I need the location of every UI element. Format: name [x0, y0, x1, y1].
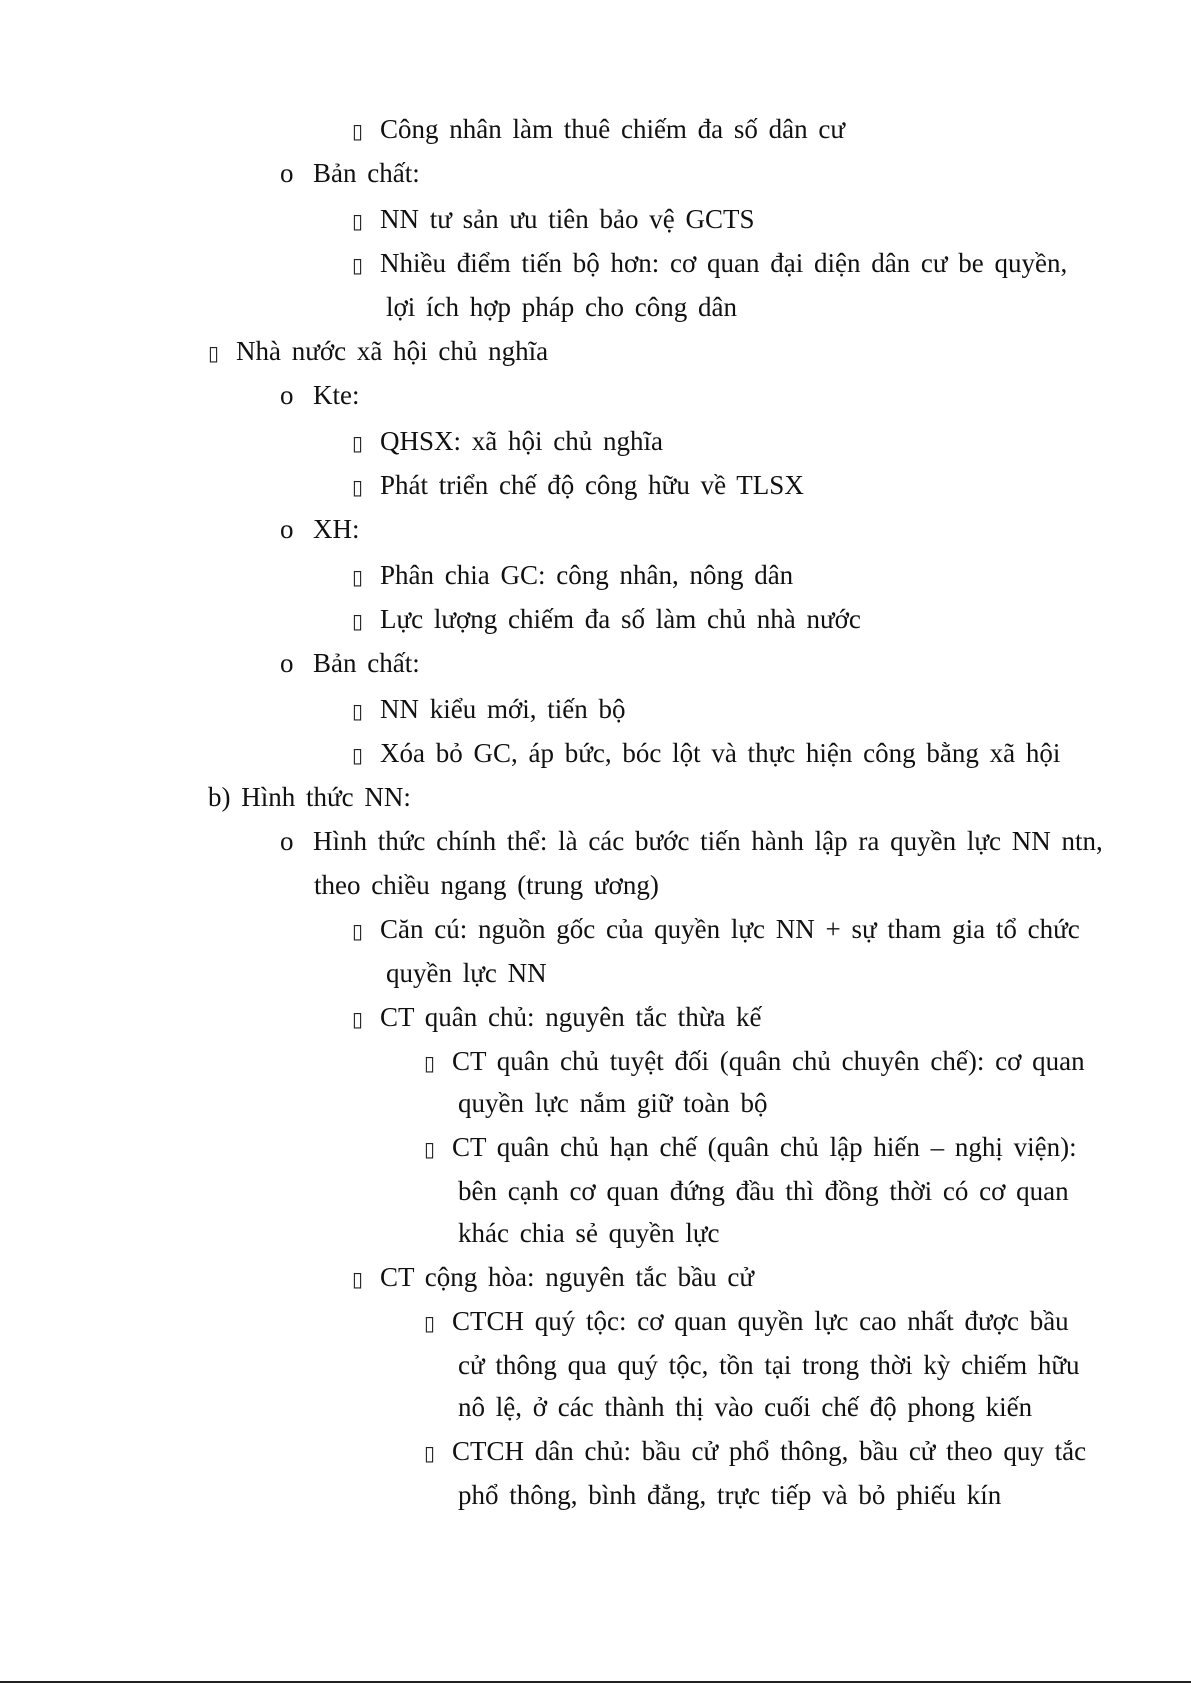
square-bullet-icon: ▯ — [352, 431, 364, 455]
list-item-continuation — [458, 1216, 720, 1250]
line-text: quyền lực nắm giữ toàn bộ — [458, 1088, 768, 1118]
square-bullet-icon: ▯ — [352, 609, 364, 633]
section-heading — [208, 780, 411, 814]
list-item — [352, 736, 1060, 772]
line-text: b) Hình thức NN: — [208, 782, 411, 812]
square-bullet-icon: ▯ — [352, 919, 364, 943]
square-bullet-icon: ▯ — [424, 1441, 436, 1465]
line-text: bên cạnh cơ quan đứng đầu thì đồng thời có cơ quan — [458, 1176, 1069, 1206]
line-text: Công nhân làm thuê chiếm đa số dân cư — [380, 114, 846, 144]
square-bullet-icon: ▯ — [352, 743, 364, 767]
line-text: Nhà nước xã hội chủ nghĩa — [236, 336, 549, 366]
circle-bullet-icon: o — [280, 514, 294, 544]
list-item-continuation — [386, 956, 547, 990]
list-item — [352, 246, 1067, 282]
list-item-continuation — [458, 1348, 1079, 1382]
line-text: CTCH quý tộc: cơ quan quyền lực cao nhất được bầu — [452, 1306, 1069, 1336]
list-item — [280, 512, 360, 546]
square-bullet-icon: ▯ — [424, 1051, 436, 1075]
list-item — [352, 468, 804, 504]
square-bullet-icon: ▯ — [352, 1007, 364, 1031]
list-item — [352, 912, 1080, 948]
circle-bullet-icon: o — [280, 158, 294, 188]
list-item — [208, 334, 548, 370]
line-text: Kte: — [313, 380, 360, 410]
square-bullet-icon: ▯ — [352, 475, 364, 499]
line-text: CT quân chủ: nguyên tắc thừa kế — [380, 1002, 762, 1032]
line-text: Xóa bỏ GC, áp bức, bóc lột và thực hiện công bằng xã hội — [380, 738, 1061, 768]
square-bullet-icon: ▯ — [352, 699, 364, 723]
circle-bullet-icon: o — [280, 380, 294, 410]
line-text: QHSX: xã hội chủ nghĩa — [380, 426, 663, 456]
square-bullet-icon: ▯ — [352, 565, 364, 589]
line-text: cử thông qua quý tộc, tồn tại trong thời kỳ chiếm hữu — [458, 1350, 1080, 1380]
list-item — [424, 1044, 1085, 1080]
list-item — [280, 646, 420, 680]
line-text: Phát triển chế độ công hữu về TLSX — [380, 470, 804, 500]
line-text: NN tư sản ưu tiên bảo vệ GCTS — [380, 204, 755, 234]
list-item-continuation — [458, 1086, 767, 1120]
circle-bullet-icon: o — [280, 648, 294, 678]
list-item — [280, 378, 360, 412]
line-text: nô lệ, ở các thành thị vào cuối chế độ phong kiến — [458, 1392, 1033, 1422]
list-item — [352, 424, 663, 460]
list-item — [352, 112, 845, 148]
list-item — [280, 824, 1103, 858]
line-text: Căn cú: nguồn gốc của quyền lực NN + sự tham gia tổ chức — [380, 914, 1080, 944]
list-item — [352, 1000, 762, 1036]
list-item — [424, 1434, 1086, 1470]
list-item — [280, 156, 420, 190]
line-text: Lực lượng chiếm đa số làm chủ nhà nước — [380, 604, 861, 634]
footer-rule — [0, 1681, 1191, 1683]
line-text: CT quân chủ hạn chế (quân chủ lập hiến – nghị viện): — [452, 1132, 1077, 1162]
line-text: Phân chia GC: công nhân, nông dân — [380, 560, 794, 590]
list-item — [352, 1260, 754, 1296]
square-bullet-icon: ▯ — [424, 1137, 436, 1161]
line-text: phổ thông, bình đẳng, trực tiếp và bỏ phiếu kín — [458, 1480, 1002, 1510]
line-text: Nhiều điểm tiến bộ hơn: cơ quan đại diện dân cư be quyền, — [380, 248, 1068, 278]
line-text: Hình thức chính thể: là các bước tiến hành lập ra quyền lực NN ntn, — [313, 826, 1103, 856]
square-bullet-icon: ▯ — [352, 1267, 364, 1291]
list-item-continuation — [386, 290, 737, 324]
line-text: theo chiều ngang (trung ương) — [314, 870, 659, 900]
line-text: XH: — [313, 514, 360, 544]
square-bullet-icon: ▯ — [352, 119, 364, 143]
line-text: Bản chất: — [313, 648, 420, 678]
line-text: CT quân chủ tuyệt đối (quân chủ chuyên chế): cơ quan — [452, 1046, 1085, 1076]
circle-bullet-icon: o — [280, 826, 294, 856]
list-item — [424, 1304, 1069, 1340]
list-item — [352, 202, 754, 238]
line-text: khác chia sẻ quyền lực — [458, 1218, 720, 1248]
list-item — [352, 558, 793, 594]
list-item — [424, 1130, 1077, 1166]
square-bullet-icon: ▯ — [352, 253, 364, 277]
line-text: Bản chất: — [313, 158, 420, 188]
list-item-continuation — [458, 1390, 1032, 1424]
list-item-continuation — [314, 868, 659, 902]
line-text: lợi ích hợp pháp cho công dân — [386, 292, 737, 322]
list-item — [352, 602, 861, 638]
list-item-continuation — [458, 1174, 1069, 1208]
line-text: CTCH dân chủ: bầu cử phổ thông, bầu cử theo quy tắc — [452, 1436, 1087, 1466]
list-item-continuation — [458, 1478, 1001, 1512]
list-item — [352, 692, 626, 728]
square-bullet-icon: ▯ — [352, 209, 364, 233]
line-text: quyền lực NN — [386, 958, 547, 988]
line-text: NN kiểu mới, tiến bộ — [380, 694, 626, 724]
line-text: CT cộng hòa: nguyên tắc bầu cử — [380, 1262, 755, 1292]
square-bullet-icon: ▯ — [424, 1311, 436, 1335]
square-bullet-icon: ▯ — [208, 341, 220, 365]
